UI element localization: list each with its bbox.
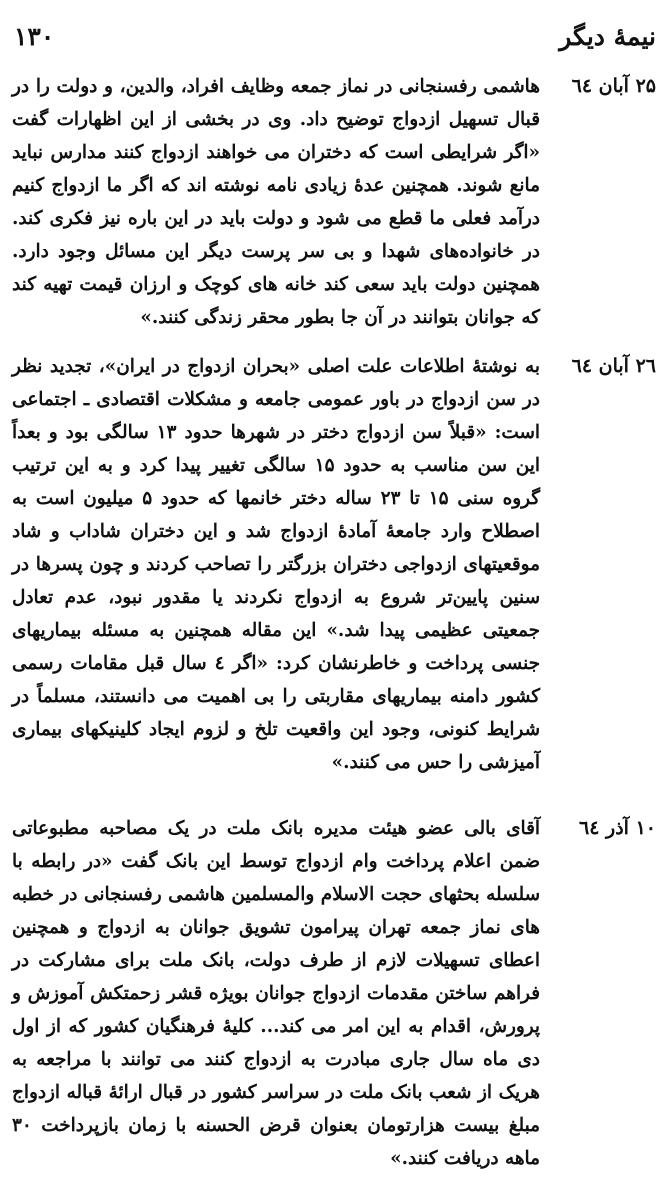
newspaper-name: اطلاعات (399, 356, 465, 377)
page-header (14, 16, 656, 56)
entry-text-body: علت اصلی «بحران ازدواج در ایران»، تجدید نظر در سن ازدواج در باور عمومی جامعه و مشکلات اقتصادی ـ اجتماعی است: «قبلاً سن ازدواج دختر در شهرها حدود ۱۳ سالگی بود و بعداً این سن مناسب به حدود ۱۵ سالگی تغییر پیدا کرد و به این ترتیب گروه سنی ۱۵ تا ۲۳ ساله دختر خانمها که حدود ۵ میلیون است به اصطلاح وارد جامعهٔ آمادهٔ ازدواج شد و این دختران شاداب و شاد موقعیتهای ازدواجی دختران بزرگتر را تصاحب کردند و چون پسرها در سنین پایین‌تر شروع به ازدواج نکردند یا مقدور نبود، عدم تعادل جمعیتی عظیمی پیدا شد.» این مقاله همچنین به مسئله بیماریهای جنسی پرداخت و خاطرنشان کرد: «اگر ٤ سال قبل مقامات رسمی کشور دامنه بیماریهای مقاربتی را بی اهمیت می دانستند، مسلماً در شرایط کنونی، وجود این واقعیت تلخ و لزوم ایجاد کلینیکهای بیماری آمیزشی را حس می کنند.» (12, 356, 541, 773)
entry-date: ۱۰ آذر ٦٤ (579, 817, 656, 839)
entry-text-lead: به نوشتهٔ (472, 356, 540, 377)
chronology-entries (12, 70, 656, 1192)
entry-text (12, 350, 540, 779)
entry-date: ۲٦ آبان ٦٤ (571, 355, 656, 377)
chronology-entry (12, 70, 656, 350)
entry-text: هاشمی رفسنجانی در نماز جمعه وظایف افراد، والدین، و دولت را در قبال تسهیل ازدواج توضیح داد. وی در بخشی از این اظهارات گفت «اگر شرایطی است که دختران می خواهند ازدواج کنند مدارس نباید مانع شوند. همچنین عدهٔ زیادی نامه نوشته اند که اگر ما ازدواج کنیم درآمد فعلی ما قطع می شود و دولت باید در این باره نیز فکری کند. در خانواده‌های شهدا و بی سر پرست دیگر این مسائل وجود دارد. همچنین دولت باید سعی کند خانه های کوچک و ارزان قیمت تهیه کند که جوانان بتوانند در آن جا بطور محقر زندگی کنند.» (12, 76, 540, 328)
entry-text: آقای بالی عضو هیئت مدیره بانک ملت در یک مصاحبه مطبوعاتی ضمن اعلام پرداخت وام ازدواج توسط این بانک گفت «در رابطه با سلسله بحثهای حجت الاسلام والمسلمین هاشمی رفسنجانی در خطبه های نماز جمعه تهران پیرامون تشویق جوانان به ازدواج و همچنین اعطای تسهیلات لازم از طرف دولت، بانک ملت برای مشارکت در فراهم ساختن مقدمات ازدواج جوانان بویژه قشر زحمتکش آموزش و پرورش، اقدام به این امر می کند... کلیهٔ فرهنگیان کشور که از اول دی ماه سال جاری مبادرت به ازدواج کنند می توانند با مراجعه به هریک از شعب بانک ملت در سراسر کشور در قبال ارائهٔ قباله ازدواج مبلغ بیست هزارتومان بعنوان قرض الحسنه با زمان بازپرداخت ۳۰ ماهه دریافت کنند.» (12, 818, 540, 1169)
chronology-entry (12, 812, 656, 1192)
page-number: ۱۳۰ (14, 21, 55, 51)
chronology-entry (12, 350, 656, 812)
entry-date: ۲۵ آبان ٦٤ (571, 75, 656, 97)
book-title: نیمهٔ دیگر (559, 21, 656, 51)
